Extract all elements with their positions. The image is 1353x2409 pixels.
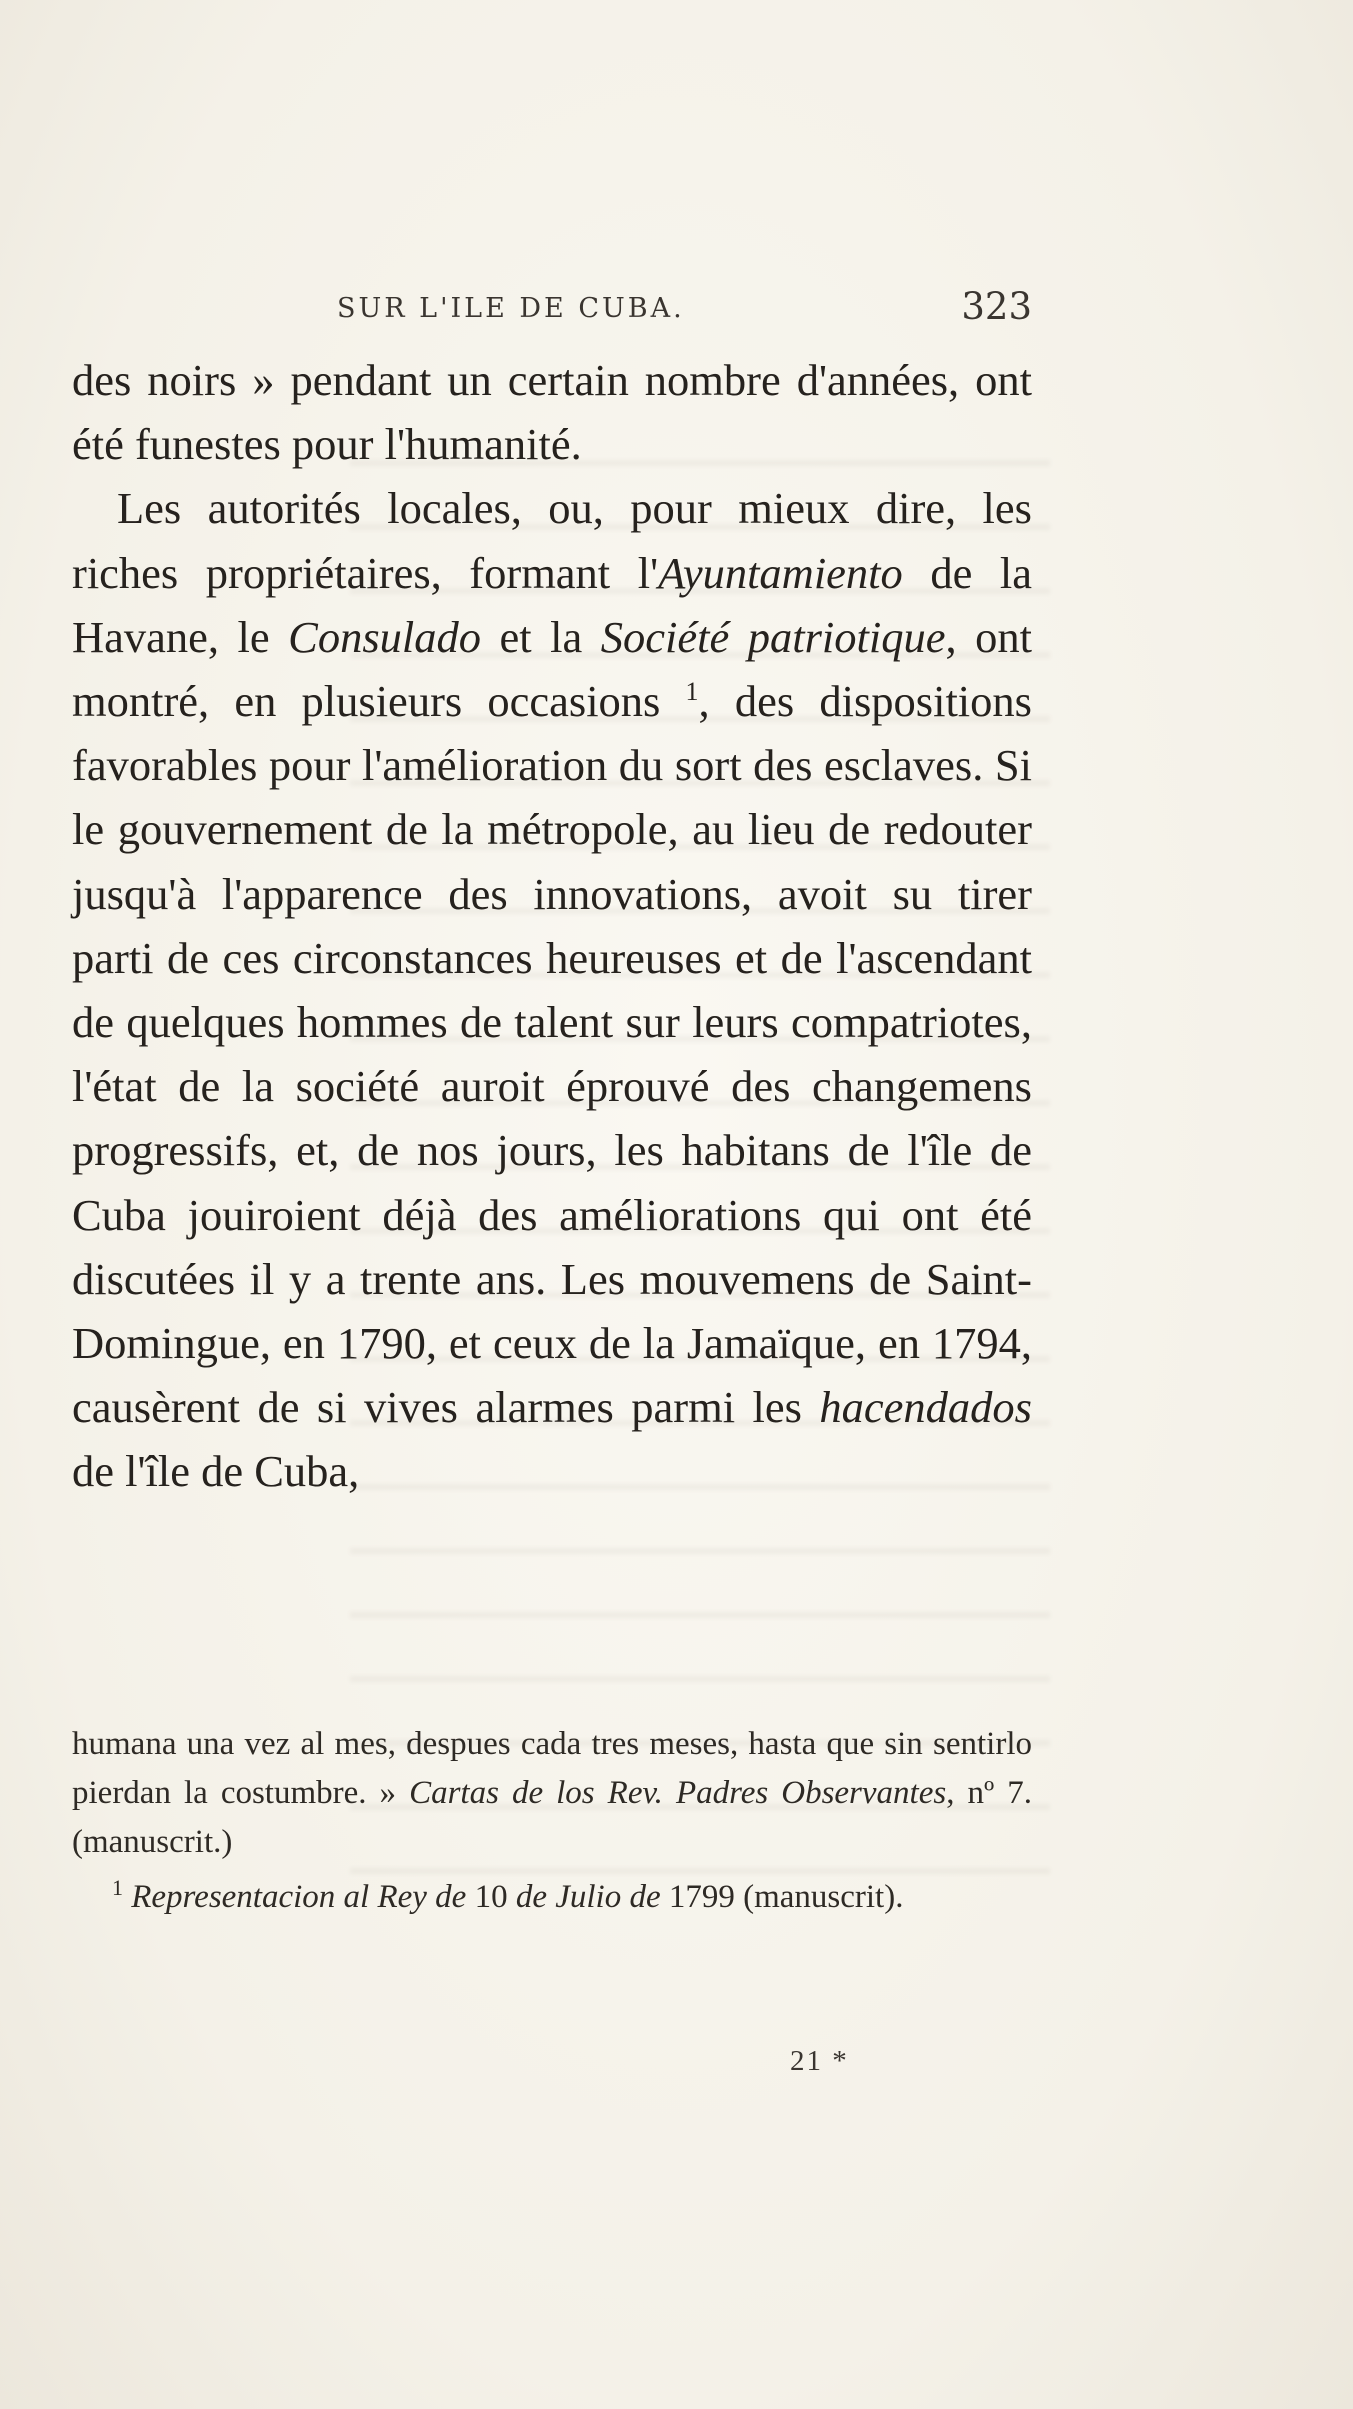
page-header [72,285,1032,335]
footnote-1 [72,1873,1032,1922]
italic-term: Ayuntamiento [658,547,903,598]
italic-term: Société patriotique [600,611,946,662]
text-run: 1799 (manuscrit). [660,1879,904,1915]
footnotes [72,1720,1032,1922]
running-head: SUR L'ILE DE CUBA. [337,293,685,324]
footnote-continuation [72,1720,1032,1867]
italic-term: hacendados [819,1382,1032,1433]
italic-term: Consulado [288,611,482,662]
page-number: 323 [961,285,1032,328]
italic-title: Cartas de los Rev. Padres Observantes [409,1775,947,1811]
paragraph [72,476,1032,1503]
main-text [72,348,1032,1504]
text-run: de la Havane, le [72,547,1032,662]
text-run: humana una vez al mes, despues cada tres meses, hasta que sin sentirlo pierdan la costumbre. » [72,1726,1032,1811]
italic-title: de Julio de [515,1879,661,1915]
text-run: , des dispositions favorables pour l'amélioration du sort des esclaves. Si le gouvernement de la métropole, au lieu de redouter jusqu'à l'apparence des innovations, avoit su tirer parti de ces circonstances heureuses et de l'ascendant de quelques hommes de talent sur leurs compatriotes, l'état de la société auroit éprouvé des changemens progressifs, et, de nos jours, les habitans de l'île de Cuba jouiroient déjà des améliorations qui ont été discutées il y a trente ans. Les mouvemens de Saint-Domingue, en 1790, et ceux de la Jamaïque, en 1794, causèrent de si vives alarmes parmi les [72,676,1032,1433]
italic-title: Representacion al Rey de [131,1879,467,1915]
text-run [123,1879,131,1915]
text-run: , nº 7. (manuscrit.) [72,1775,1032,1860]
text-run: Les autorités locales, ou, pour mieux dire, les riches propriétaires, formant l' [72,483,1032,598]
text-run: de l'île de Cuba, [72,1446,360,1497]
footnote-marker: 1 [685,677,699,707]
text-run: 10 [466,1879,516,1915]
signature-mark: 21 * [790,2045,849,2077]
footnote-marker: 1 [112,1875,123,1900]
text-run: , ont montré, en plusieurs occasions [72,611,1033,727]
text-run: des noirs » pendant un certain nombre d'années, ont été funestes pour l'humanité. [72,355,1032,470]
paragraph-continuation [72,348,1032,476]
text-run: et la [481,611,601,662]
